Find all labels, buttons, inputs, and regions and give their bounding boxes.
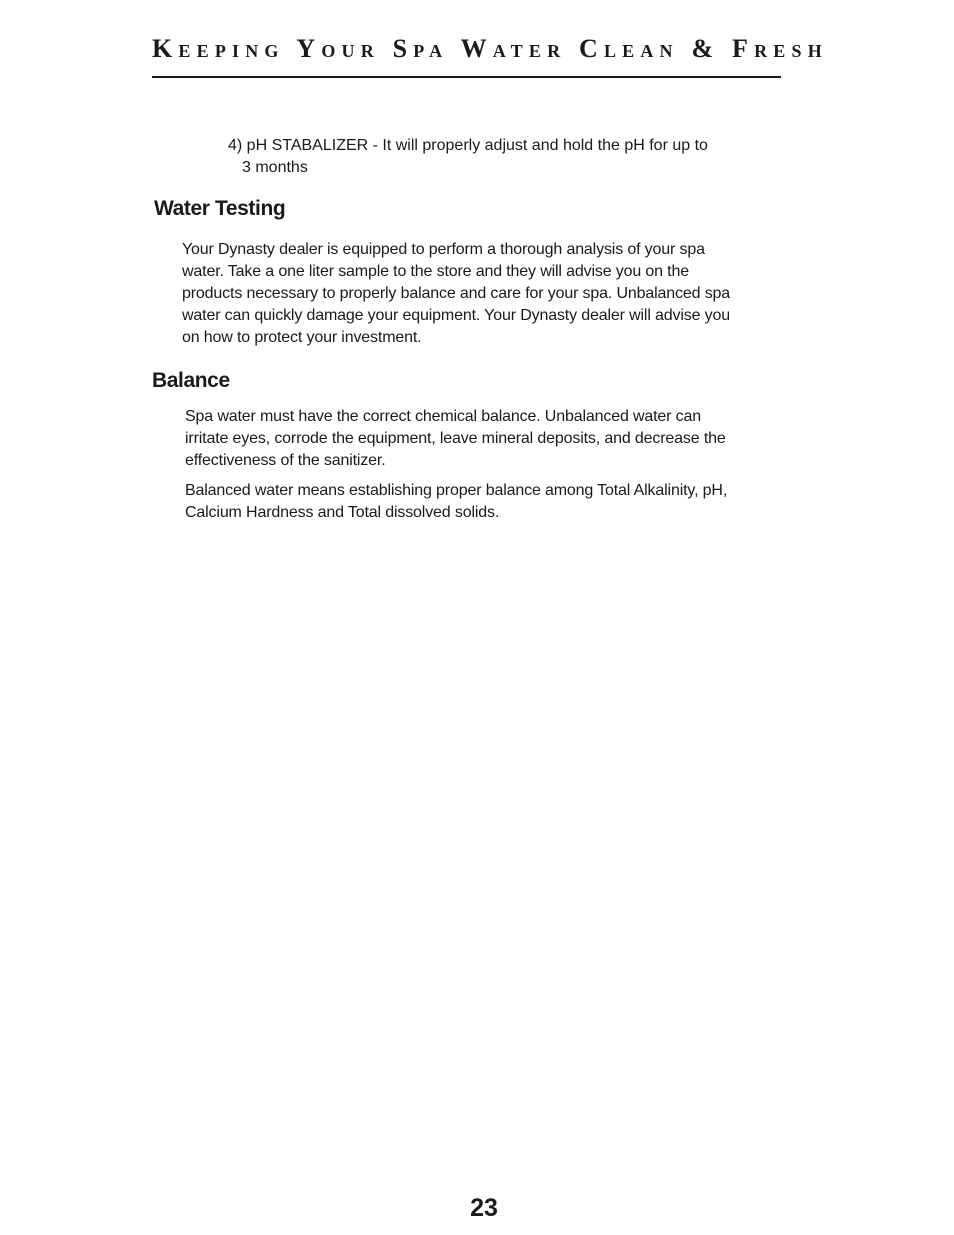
list-item-ph-stabilizer xyxy=(228,135,728,179)
page-header-title: Keeping Your Spa Water Clean & Fresh xyxy=(152,34,828,63)
page-number: 23 xyxy=(470,1194,498,1222)
list-item-line-1: 4) pH STABALIZER - It will properly adjust and hold the pH for up to xyxy=(228,137,708,154)
paragraph-water-testing: Your Dynasty dealer is equipped to perform a thorough analysis of your spa water. Take a one liter sample to the store and they will advise you on the products necessary to properly balance and care for your spa. Unbalanced spa water can quickly damage your equipment. Your Dynasty dealer will advise you on how to protect your investment. xyxy=(182,241,731,346)
list-item-line-2: 3 months xyxy=(242,159,308,176)
paragraph-balance-1: Spa water must have the correct chemical balance. Unbalanced water can irritate eyes, corrode the equipment, leave mineral deposits, and decrease the effectiveness of the sanitizer. xyxy=(185,408,726,469)
section-heading-water-testing: Water Testing xyxy=(154,197,286,220)
paragraph-balance-2: Balanced water means establishing proper balance among Total Alkalinity, pH, Calcium Hardness and Total dissolved solids. xyxy=(185,482,728,521)
page-header xyxy=(152,32,828,78)
section-heading-balance: Balance xyxy=(152,369,230,392)
